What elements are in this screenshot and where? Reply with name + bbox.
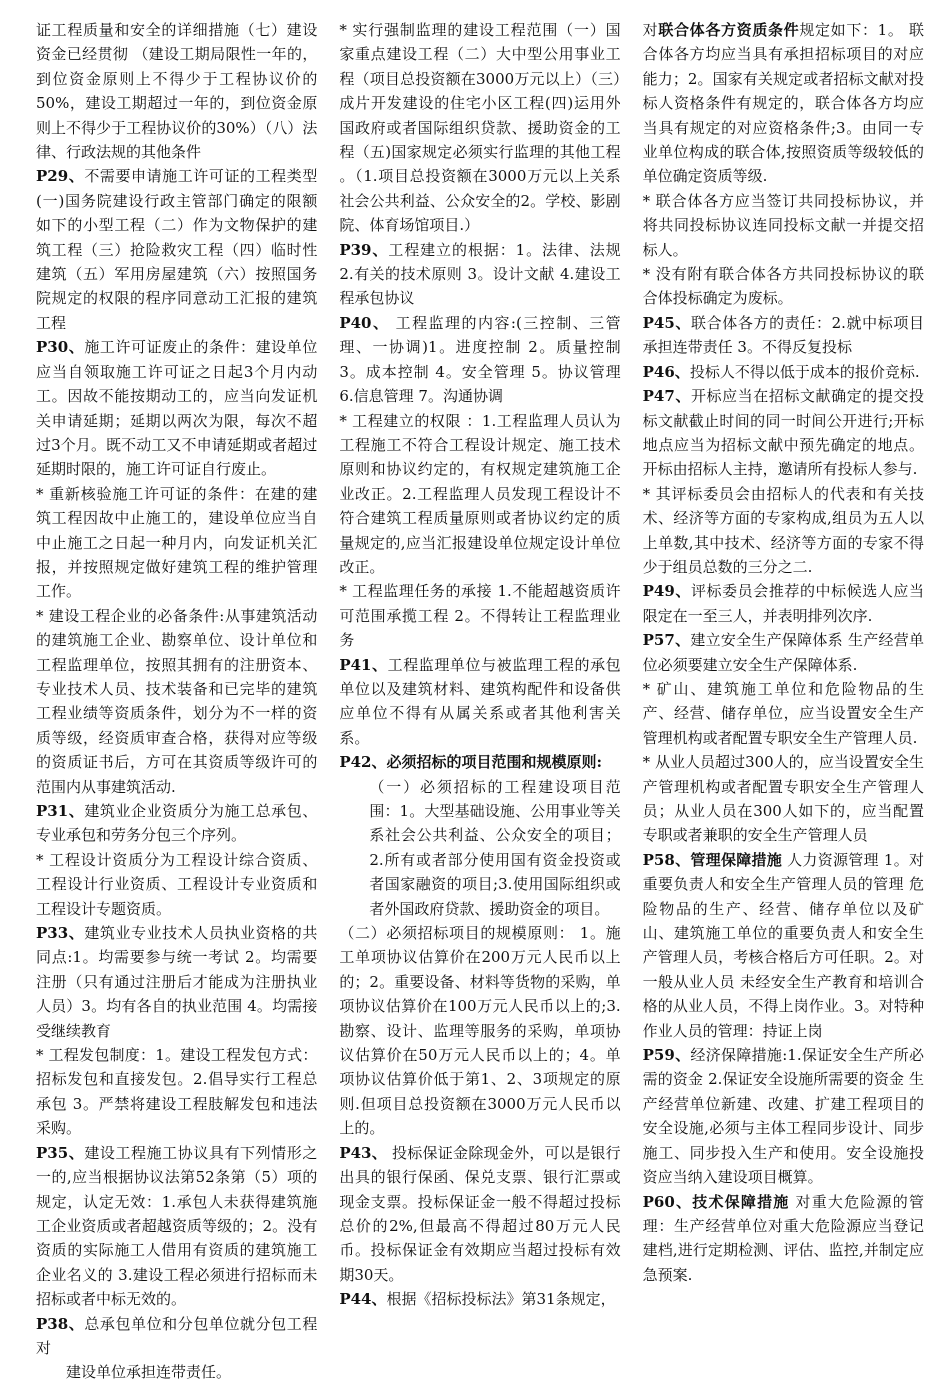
paragraph xyxy=(643,482,924,580)
paragraph xyxy=(339,1141,620,1287)
paragraph xyxy=(36,1043,317,1141)
column-middle xyxy=(339,18,620,1344)
bold-heading: P41、 xyxy=(339,655,388,674)
bold-heading: P47、 xyxy=(642,387,691,406)
column-right xyxy=(643,18,924,1344)
body-text: 经济保障措施:1.保证安全生产所必需的资金 2.保证安全设施所需要的资金 生产经营单位新建、改建、扩建工程项目的安全设施,必须与主体工程同步设计、同步施工、同步投入生产和使用。安全设施投资应当纳入建设项目概算。 xyxy=(642,1046,924,1187)
body-text: 评标委员会推荐的中标候选人应当限定在一至三人，并表明排列次序. xyxy=(642,582,924,625)
paragraph xyxy=(339,1287,620,1311)
bold-heading: P29、 xyxy=(36,167,85,186)
paragraph xyxy=(643,677,924,750)
body-text: * 重新核验施工许可证的条件：在建的建筑工程因故中止施工的，建设单位应当自中止施工之日起一种月内，向发证机关汇报，并按照规定做好建筑工程的维护管理工作。 xyxy=(36,484,318,601)
bold-heading: P31、 xyxy=(36,802,85,820)
body-text: * 矿山、建筑施工单位和危险物品的生产、经营、储存单位，应当设置安全生产管理机构或者配置专职安全生产管理人员. xyxy=(642,679,924,747)
body-text: 总承包单位和分包单位就分包工程对 xyxy=(36,1314,318,1357)
paragraph xyxy=(643,311,924,360)
bold-heading: P35、 xyxy=(36,1143,85,1162)
paragraph xyxy=(339,238,620,311)
paragraph xyxy=(36,482,317,604)
bold-heading: P33、 xyxy=(36,924,85,943)
paragraph xyxy=(643,628,924,677)
body-text: （二）必须招标项目的规模原则： 1。施工单项协议估算价在200万元人民币以上的；2。重要设备、材料等货物的采购，单项协议估算价在100万元人民币以上的;3.勘察、设计、监理等服务的采购，单项协议估算价在50万元人民币以上的；4。单项协议估算价低于第1、2、3项规定的原则.但项目总投资额在3000万元人民币以上的。 xyxy=(339,924,621,1138)
paragraph xyxy=(36,164,317,335)
bold-heading: P44、 xyxy=(339,1290,387,1309)
body-text: 建设单位承担连带责任。 xyxy=(66,1363,232,1382)
bold-heading: P58、管理保障措施 xyxy=(642,850,783,869)
paragraph xyxy=(36,335,317,481)
body-text: * 工程发包制度：1。建设工程发包方式：招标发包和直接发包。2.倡导实行工程总承包 3。严禁将建设工程肢解发包和违法采购。 xyxy=(36,1046,318,1138)
body-text: 人力资源管理 1。对重要负责人和安全生产管理人员的管理 危险物品的生产、经营、储存单位以及矿山、建筑施工单位的重要负责人和安全生产管理人员，考核合格后方可任职。2。对一般从业人员 未经安全生产教育和培训合格的从业人员，不得上岗作业。3。对特种作业人员的管理：持证上岗 xyxy=(642,850,924,1040)
bold-heading: P43、 xyxy=(339,1143,387,1162)
body-text: * 工程建立的权限 ：1.工程监理人员认为工程施工不符合工程设计规定、施工技术原则和协议约定的，有权规定建筑施工企业改正。2.工程监理人员发现工程设计不符合建筑工程质量原则或者协议约定的质量规定的,应当汇报建设单位规定设计单位改正。 xyxy=(339,411,621,576)
body-text: * 工程监理任务的承接 1.不能超越资质许可范围承揽工程 2。不得转让工程监理业务 xyxy=(339,582,621,650)
body-text: 投标人不得以低于成本的报价竞标. xyxy=(689,362,920,381)
bold-heading: P59、 xyxy=(642,1046,691,1065)
paragraph xyxy=(339,409,620,580)
paragraph xyxy=(339,311,620,409)
paragraph xyxy=(36,1312,317,1361)
bold-heading: P39、 xyxy=(339,240,389,259)
paragraph xyxy=(36,18,317,164)
body-text: 对 xyxy=(642,21,659,39)
paragraph xyxy=(339,579,620,652)
body-text: * 从业人员超过300人的，应当设置安全生产管理机构或者配置专职安全生产管理人员；从业人员在300人如下的，应当配置专职或者兼职的安全生产管理人员 xyxy=(642,753,924,845)
body-text: 施工许可证废止的条件：建设单位应当自领取施工许可证之日起3个月内动工。因故不能按期动工的，应当向发证机关申请延期；延期以两次为限，每次不超过3个月。既不动工又不申请延期或者超过延期时限的，施工许可证自行废止。 xyxy=(36,338,318,479)
bold-heading: 联合体各方资质条件 xyxy=(658,21,800,39)
bold-heading: P49、 xyxy=(642,582,691,601)
bold-heading: P57、 xyxy=(642,631,691,650)
paragraph xyxy=(339,921,620,1141)
paragraph xyxy=(643,1190,924,1288)
body-text: 工程建立的根据：1。法律、法规 2.有关的技术原则 3。设计文献 4.建设工程承包协议 xyxy=(339,240,621,308)
body-text: * 建设工程企业的必备条件:从事建筑活动的建筑施工企业、勘察单位、设计单位和工程监理单位，按照其拥有的注册资本、专业技术人员、技术装备和已完毕的建筑工程业绩等资质条件，划分为不一样的资质等级，经资质审查合格，获得对应等级的资质证书后，方可在其资质等级许可的范围内从事建筑活动. xyxy=(36,606,318,796)
paragraph xyxy=(643,262,924,311)
paragraph xyxy=(643,848,924,1043)
body-text: 建设工程施工协议具有下列情形之一的,应当根据协议法第52条第（5）项的规定，认定无效：1.承包人未获得建筑施工企业资质或者超越资质等级的；2。没有资质的实际施工人借用有资质的建筑施工企业名义的 3.建设工程必须进行招标而未招标或者中标无效的。 xyxy=(36,1143,318,1309)
body-text: （一）必须招标的工程建设项目范围：1。大型基础设施、公用事业等关系社会公共利益、公众安全的项目；2.所有或者部分使用国有资金投资或者国家融资的项目;3.使用国际组织或者外国政府贷款、援助资金的项目。 xyxy=(369,777,621,918)
paragraph xyxy=(643,18,924,189)
paragraph xyxy=(643,750,924,848)
body-text: 开标应当在招标文献确定的提交投标文献截止时间的同一时间公开进行;开标地点应当为招标文献中预先确定的地点。开标由招标人主持，邀请所有投标人参与. xyxy=(642,387,924,479)
column-left xyxy=(36,18,318,1382)
paragraph xyxy=(643,360,924,384)
body-text: 不需要申请施工许可证的工程类型(一)国务院建设行政主管部门确定的限额如下的小型工程（二）作为文物保护的建筑工程（三）抢险救灾工程（四）临时性建筑（五）军用房屋建筑（六）按照国务院规定的权限的程序同意动工汇报的建筑工程 xyxy=(36,167,318,332)
paragraph xyxy=(339,750,620,774)
paragraph xyxy=(643,189,924,262)
body-text: * 实行强制监理的建设工程范围（一）国家重点建设工程（二）大中型公用事业工程（项目总投资额在3000万元以上）（三）成片开发建设的住宅小区工程(四)运用外国政府或者国际组织贷款、援助资金的工程（五)国家规定必须实行监理的其他工程 。（1.项目总投资额在3000万元以上关系社会公共利益、公众安全的2。学校、影剧院、体育场馆项目.） xyxy=(339,21,621,235)
body-text: 证工程质量和安全的详细措施（七）建设资金已经贯彻 （建设工期局限性一年的，到位资金原则上不得少于工程协议价的50%，建设工期超过一年的，到位资金原则上不得少于工程协议价的30%）（八）法律、行政法规的其他条件 xyxy=(36,21,318,162)
bold-heading: P60、技术保障措施 xyxy=(642,1192,790,1211)
body-text: 工程监理单位与被监理工程的承包单位以及建筑材料、建筑构配件和设备供应单位不得有从属关系或者其他利害关系。 xyxy=(339,655,621,747)
paragraph xyxy=(36,1360,317,1384)
bold-heading: P30、 xyxy=(36,338,85,357)
body-text: 投标保证金除现金外，可以是银行出具的银行保函、保兑支票、银行汇票或现金支票。投标保证金一般不得超过投标总价的2%,但最高不得超过80万元人民币。投标保证金有效期应当超过投标有效期30天。 xyxy=(339,1143,621,1284)
paragraph xyxy=(36,848,317,921)
body-text: * 没有附有联合体各方共同投标协议的联合体投标确定为废标。 xyxy=(642,265,924,308)
paragraph xyxy=(36,799,317,848)
body-text: * 联合体各方应当签订共同投标协议，并将共同投标协议连同投标文献一并提交招标人。 xyxy=(642,191,924,259)
body-text: 根据《招标投标法》第31条规定， xyxy=(386,1290,616,1309)
body-text: 工程监理的内容:(三控制、三管理、一协调)1。进度控制 2。质量控制 3。成本控制 4。安全管理 5。协议管理 6.信息管理 7。沟通协调 xyxy=(339,313,621,406)
paragraph xyxy=(643,579,924,628)
body-text: 建立安全生产保障体系 生产经营单位必须要建立安全生产保障体系. xyxy=(642,631,924,674)
paragraph xyxy=(339,653,620,751)
body-text: 规定如下：1。 联合体各方均应当具有承担招标项目的对应能力；2。国家有关规定或者招标文献对投标人资格条件有规定的，联合体各方均应当具有规定的对应资格条件;3。由同一专业单位构成的联合体,按照资质等级较低的单位确定资质等级. xyxy=(642,21,924,186)
body-text: 建筑业企业资质分为施工总承包、专业承包和劳务分包三个序列。 xyxy=(36,802,318,845)
bold-heading: P40、 xyxy=(339,313,390,332)
body-text: 对重大危险源的管理：生产经营单位对重大危险源应当登记建档,进行定期检测、评估、监控,并制定应急预案. xyxy=(642,1192,924,1284)
body-text: 联合体各方的责任：2.就中标项目承担连带责任 3。不得反复投标 xyxy=(642,313,924,357)
paragraph xyxy=(339,775,620,921)
paragraph xyxy=(36,1141,317,1312)
paragraph xyxy=(339,18,620,238)
bold-heading: P42、必须招标的项目范围和规模原则: xyxy=(339,753,603,772)
body-text: 建筑业专业技术人员执业资格的共同点:1。均需要参与统一考试 2。均需要注册（只有通过注册后才能成为注册执业人员）3。均有各自的执业范围 4。均需接受继续教育 xyxy=(36,924,318,1040)
paragraph xyxy=(36,921,317,1043)
bold-heading: P38、 xyxy=(36,1314,85,1333)
paragraph xyxy=(643,1043,924,1189)
paragraph xyxy=(643,384,924,482)
paragraph xyxy=(36,604,317,799)
bold-heading: P45、 xyxy=(642,313,692,332)
bold-heading: P46、 xyxy=(642,362,690,381)
body-text: * 工程设计资质分为工程设计综合资质、工程设计行业资质、工程设计专业资质和工程设计专题资质。 xyxy=(36,850,318,918)
body-text: * 其评标委员会由招标人的代表和有关技术、经济等方面的专家构成,组员为五人以上单数,其中技术、经济等方面的专家不得少于组员总数的三分之二. xyxy=(642,484,924,576)
